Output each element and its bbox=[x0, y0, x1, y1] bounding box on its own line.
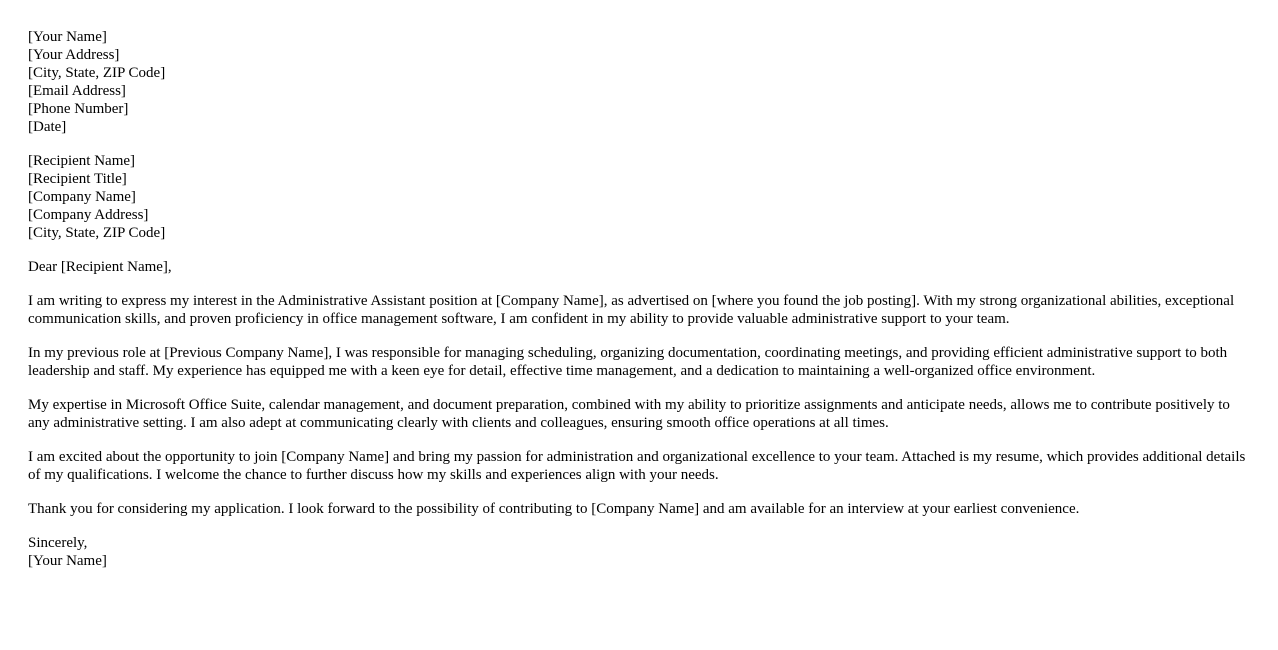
recipient-title: [Recipient Title] bbox=[28, 171, 127, 187]
recipient-company-address: [Company Address] bbox=[28, 207, 149, 223]
sender-phone: [Phone Number] bbox=[28, 101, 129, 117]
recipient-name: [Recipient Name] bbox=[28, 153, 136, 169]
sender-block bbox=[28, 28, 1250, 136]
body-paragraph: My expertise in Microsoft Office Suite, calendar management, and document preparation, combined with my ability to prioritize assignments and anticipate needs, allows me to contribute positively to any administrative setting. I am also adept at communicating clearly with clients and colleagues, ensuring smooth office operations at all times. bbox=[28, 397, 1230, 431]
recipient-block bbox=[28, 152, 1250, 242]
body-paragraph: Thank you for considering my application. I look forward to the possibility of contributing to [Company Name] and am available for an interview at your earliest convenience. bbox=[28, 501, 1080, 517]
letter-date: [Date] bbox=[28, 119, 67, 135]
body-paragraph: I am excited about the opportunity to join [Company Name] and bring my passion for administration and organizational excellence to your team. Attached is my resume, which provides additional details of my qualifications. I welcome the chance to further discuss how my skills and experiences align with your needs. bbox=[28, 449, 1246, 483]
sender-city-state-zip: [City, State, ZIP Code] bbox=[28, 65, 166, 81]
closing-block bbox=[28, 534, 1250, 570]
valediction: Sincerely, bbox=[28, 535, 88, 551]
sender-name: [Your Name] bbox=[28, 29, 107, 45]
sender-email: [Email Address] bbox=[28, 83, 126, 99]
cover-letter bbox=[28, 28, 1250, 570]
recipient-company: [Company Name] bbox=[28, 189, 136, 205]
body-paragraph: In my previous role at [Previous Company Name], I was responsible for managing scheduling, organizing documentation, coordinating meetings, and providing efficient administrative support to both leadership and staff. My experience has equipped me with a keen eye for detail, effective time management, and a dedication to maintaining a well-organized office environment. bbox=[28, 345, 1228, 379]
salutation: Dear [Recipient Name], bbox=[28, 259, 172, 275]
signature-name: [Your Name] bbox=[28, 553, 107, 569]
sender-address: [Your Address] bbox=[28, 47, 120, 63]
body-paragraph: I am writing to express my interest in the Administrative Assistant position at [Company Name], as advertised on [where you found the job posting]. With my strong organizational abilities, exceptional communication skills, and proven proficiency in office management software, I am confident in my ability to provide valuable administrative support to your team. bbox=[28, 293, 1235, 327]
recipient-city-state-zip: [City, State, ZIP Code] bbox=[28, 225, 166, 241]
